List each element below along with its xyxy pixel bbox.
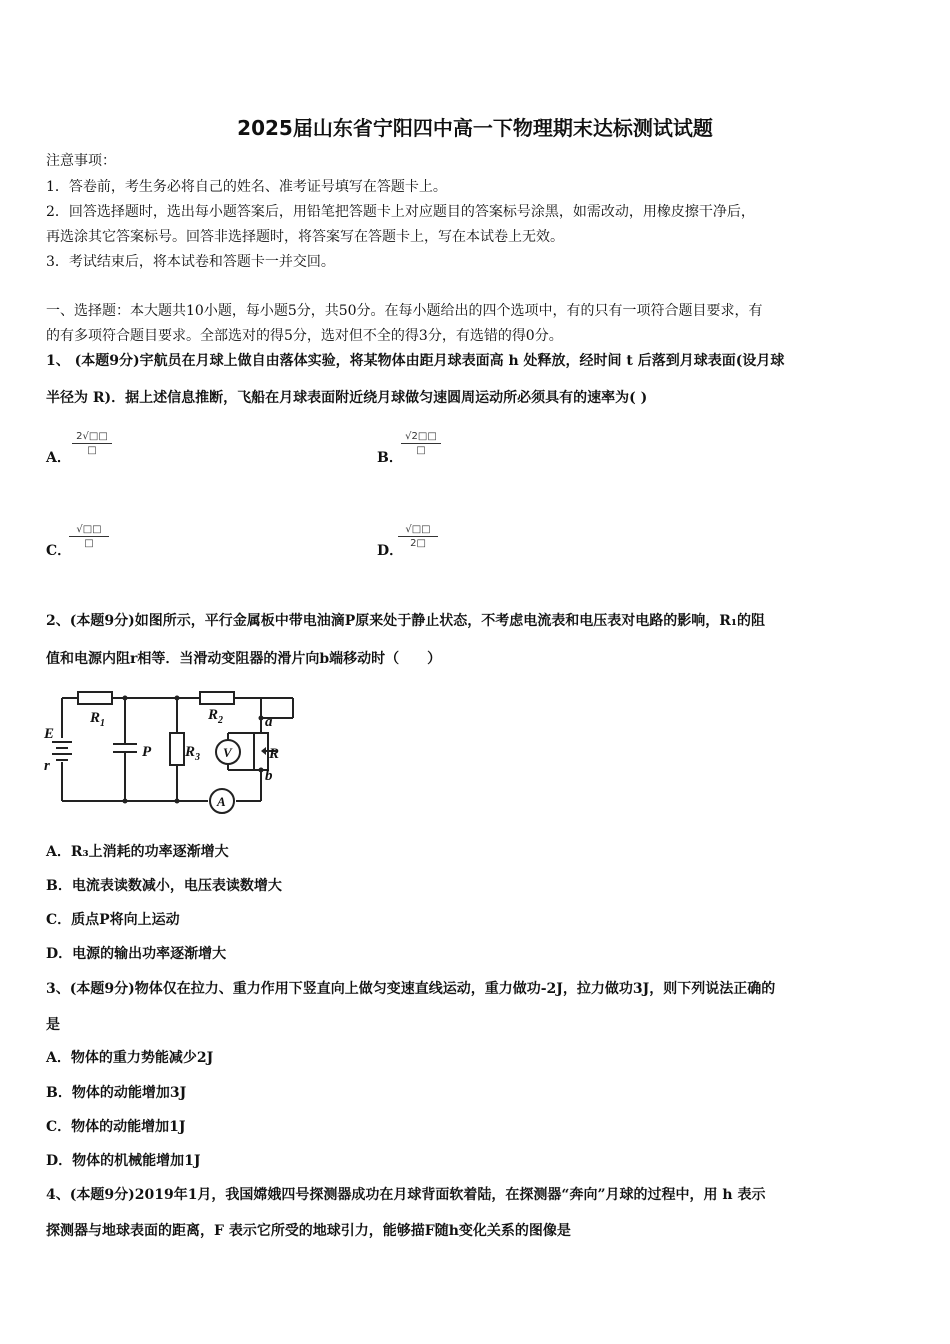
formula-numerator: 2√□□: [72, 431, 112, 444]
section-instructions: 的有多项符合题目要求。全部选对的得5分，选对但不全的得3分，有选错的得0分。: [46, 328, 563, 344]
label-R2-main: R: [208, 707, 219, 723]
q3-option: B．物体的动能增加3J: [46, 1085, 187, 1101]
label-b: b: [265, 768, 273, 784]
q1-option-formula: [398, 524, 438, 549]
notice-item: 3．考试结束后，将本试卷和答题卡一并交回。: [46, 254, 335, 270]
q1-option-label: D．: [377, 543, 404, 559]
section-instructions: 一、选择题：本大题共10小题，每小题5分，共50分。在每小题给出的四个选项中，有的只有一项符合题目要求，有: [46, 303, 763, 319]
q2-option: B．电流表读数减小，电压表读数增大: [46, 878, 282, 894]
q2-option: D．电源的输出功率逐渐增大: [46, 946, 227, 962]
label-R2: [207, 707, 223, 726]
label-R3: [184, 744, 200, 763]
label-a: a: [265, 714, 273, 730]
resistor-R3: [170, 733, 184, 765]
page-title: 2025届山东省宁阳四中高一下物理期末达标测试试题: [237, 116, 713, 140]
notice-item: 1．答卷前，考生务必将自己的姓名、准考证号填写在答题卡上。: [46, 179, 447, 195]
label-R1: [89, 710, 105, 729]
formula-numerator: √2□□: [401, 431, 441, 444]
question-4-stem: 4、(本题9分)2019年1月，我国嫦娥四号探测器成功在月球背面软着陆，在探测器“奔向”月球的过程中，用 h 表示: [46, 1187, 766, 1203]
q1-option-formula: [69, 524, 109, 549]
label-A: A: [217, 794, 226, 809]
label-P: P: [142, 744, 152, 760]
q3-option: D．物体的机械能增加1J: [46, 1153, 201, 1169]
circuit-diagram: [40, 688, 310, 818]
notice-item: 2．回答选择题时，选出每小题答案后，用铅笔把答题卡上对应题目的答案标号涂黑，如需改动，用橡皮擦干净后，: [46, 204, 755, 220]
resistor-R2: [200, 692, 234, 704]
formula-denominator: □: [416, 445, 426, 456]
label-R1-sub: 1: [100, 718, 106, 729]
question-3-stem: 3、(本题9分)物体仅在拉力、重力作用下竖直向上做匀变速直线运动，重力做功-2J，拉力做功3J，则下列说法正确的: [46, 981, 776, 997]
label-R3-sub: 3: [195, 752, 201, 763]
q3-option: C．物体的动能增加1J: [46, 1119, 186, 1135]
label-R: R: [269, 746, 280, 762]
question-1-stem: 半径为 R)．据上述信息推断，飞船在月球表面附近绕月球做匀速圆周运动所必须具有的速率为( ): [46, 390, 648, 406]
q1-option-label: B．: [377, 450, 403, 466]
label-r: r: [44, 758, 50, 774]
label-E: E: [44, 726, 55, 742]
q2-option: A．R₃上消耗的功率逐渐增大: [46, 844, 229, 860]
q1-option-label: A．: [46, 450, 71, 466]
formula-numerator: √□□: [69, 524, 109, 537]
q1-option-formula: [401, 431, 441, 456]
formula-numerator: √□□: [398, 524, 438, 537]
formula-denominator: □: [87, 445, 97, 456]
label-R1-main: R: [90, 710, 101, 726]
question-2-stem: 值和电源内阻r相等．当滑动变阻器的滑片向b端移动时（ ）: [46, 651, 442, 667]
q3-option: A．物体的重力势能减少2J: [46, 1050, 214, 1066]
notice-heading: 注意事项：: [46, 153, 116, 169]
question-2-stem: 2、(本题9分)如图所示，平行金属板中带电油滴P原来处于静止状态，不考虑电流表和电压表对电路的影响，R₁的阻: [46, 613, 766, 629]
question-1-stem: 1、 (本题9分)宇航员在月球上做自由落体实验，将某物体由距月球表面高 h 处释放，经时间 t 后落到月球表面(设月球: [46, 353, 785, 369]
formula-denominator: □: [84, 538, 94, 549]
label-R2-sub: 2: [218, 715, 224, 726]
q1-option-formula: [72, 431, 112, 456]
resistor-R1: [78, 692, 112, 704]
question-3-stem: 是: [46, 1017, 60, 1033]
q1-option-label: C．: [46, 543, 72, 559]
formula-denominator: 2□: [410, 538, 426, 549]
notice-item: 再选涂其它答案标号。回答非选择题时，将答案写在答题卡上，写在本试卷上无效。: [46, 229, 564, 245]
label-V: V: [223, 745, 232, 760]
question-4-stem: 探测器与地球表面的距离，F 表示它所受的地球引力，能够描F随h变化关系的图像是: [46, 1223, 571, 1239]
label-R3-main: R: [185, 744, 196, 760]
q2-option: C．质点P将向上运动: [46, 912, 180, 928]
